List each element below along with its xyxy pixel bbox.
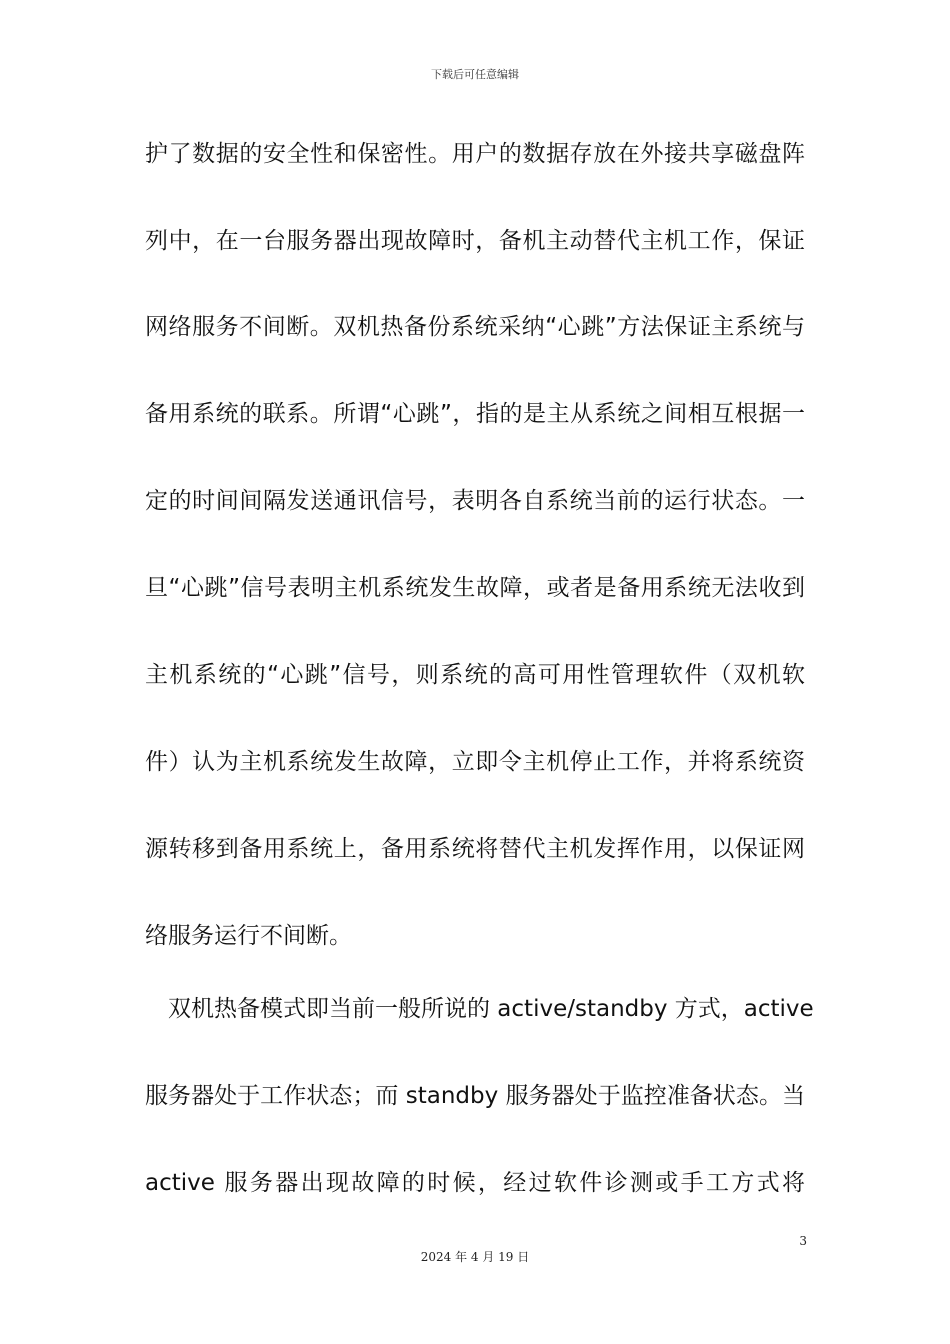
page-header: 下载后可任意编辑 bbox=[431, 68, 519, 81]
body-line: 备用系统的联系。所谓“心跳”，指的是主从系统之间相互根据一 bbox=[145, 401, 805, 427]
page-number: 3 bbox=[799, 1234, 807, 1248]
body-line: 定的时间间隔发送通讯信号，表明各自系统当前的运行状态。一 bbox=[145, 488, 805, 514]
body-line: 主机系统的“心跳”信号，则系统的高可用性管理软件（双机软 bbox=[145, 662, 805, 688]
page-date: 2024 年 4 月 19 日 bbox=[420, 1250, 530, 1264]
body-line: 件）认为主机系统发生故障，立即令主机停止工作，并将系统资 bbox=[145, 749, 805, 775]
body-line: active 服务器出现故障的时候，经过软件诊测或手工方式将 bbox=[145, 1170, 805, 1196]
body-line: 服务器处于工作状态；而 standby 服务器处于监控准备状态。当 bbox=[145, 1083, 805, 1109]
body-line: 旦“心跳”信号表明主机系统发生故障，或者是备用系统无法收到 bbox=[145, 575, 805, 601]
body-line: 护了数据的安全性和保密性。用户的数据存放在外接共享磁盘阵 bbox=[145, 141, 805, 167]
body-line: 络服务运行不间断。 bbox=[145, 923, 352, 949]
body-line: 网络服务不间断。双机热备份系统采纳“心跳”方法保证主系统与 bbox=[145, 314, 805, 340]
body-line: 列中，在一台服务器出现故障时，备机主动替代主机工作，保证 bbox=[145, 228, 805, 254]
body-line: 双机热备模式即当前一般所说的 active/standby 方式，active bbox=[145, 996, 814, 1022]
body-line: 源转移到备用系统上，备用系统将替代主机发挥作用，以保证网 bbox=[145, 836, 805, 862]
